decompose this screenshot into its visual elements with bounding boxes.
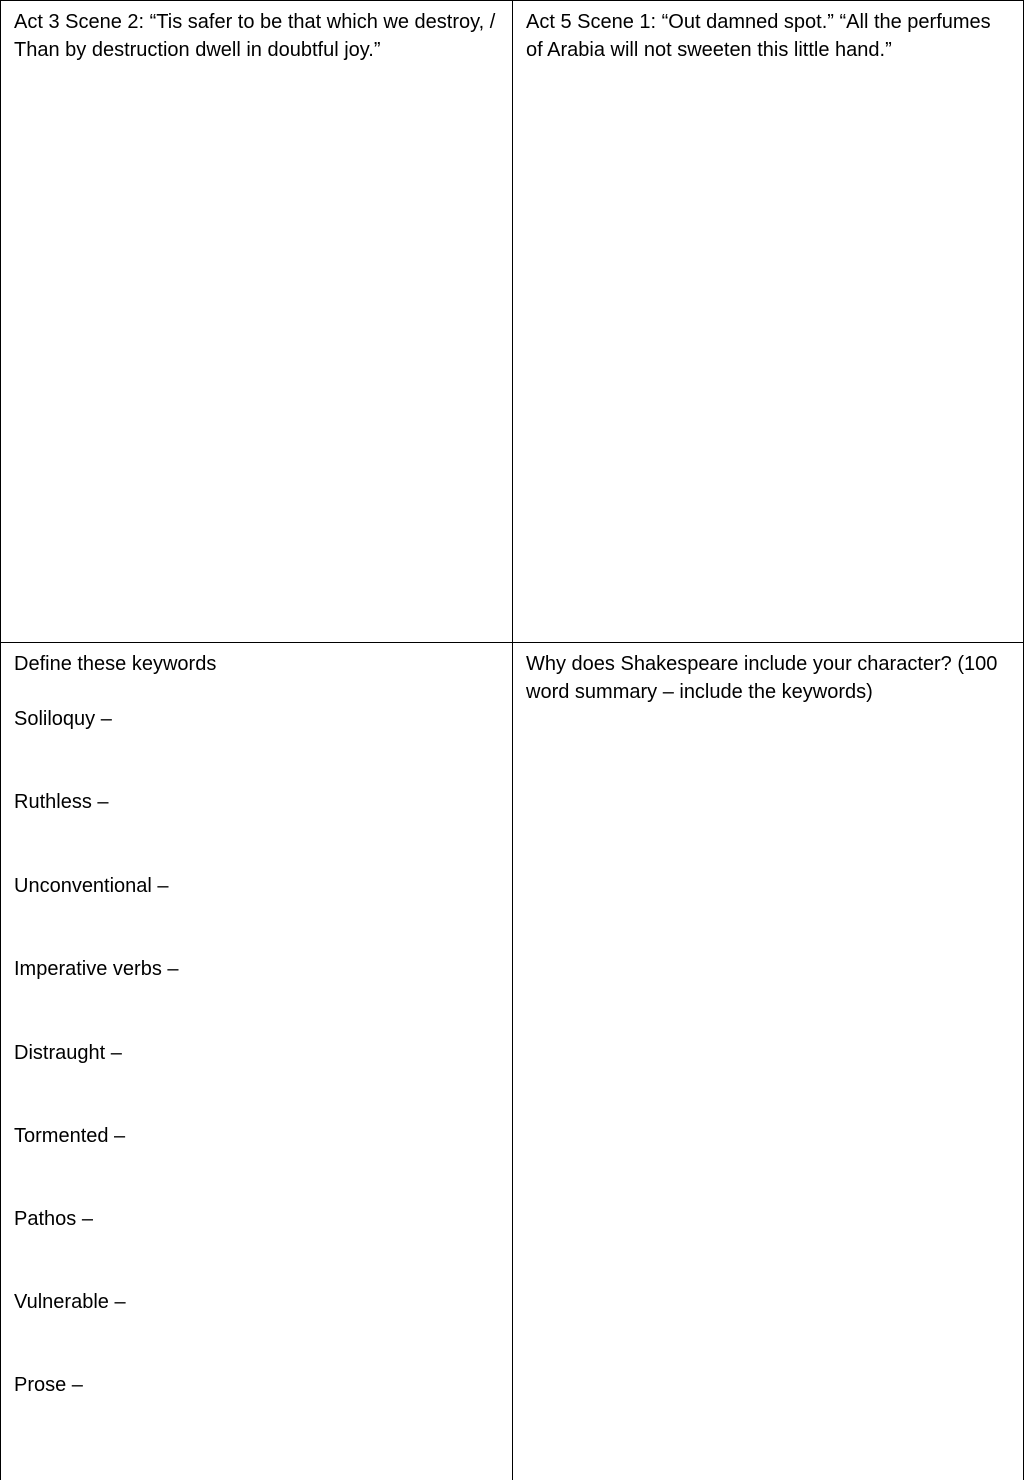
quote-act3-scene2: Act 3 Scene 2: “Tis safer to be that which we destroy, / Than by destruction dwell in doubtful joy.” — [14, 11, 496, 61]
keyword-imperative-verbs: Imperative verbs – — [14, 958, 179, 980]
keyword-ruthless: Ruthless – — [14, 791, 109, 813]
summary-prompt: Why does Shakespeare include your character? (100 word summary – include the keywords) — [526, 653, 998, 703]
summary-box[interactable] — [512, 642, 1024, 1480]
keyword-unconventional: Unconventional – — [14, 875, 169, 897]
keywords-heading: Define these keywords — [14, 653, 217, 675]
quote-box-act5-scene1[interactable] — [512, 0, 1024, 643]
keyword-distraught: Distraught – — [14, 1042, 122, 1064]
keyword-prose: Prose – — [14, 1374, 83, 1396]
quote-box-act3-scene2[interactable] — [0, 0, 513, 643]
keyword-soliloquy: Soliloquy – — [14, 708, 112, 730]
quote-act5-scene1: Act 5 Scene 1: “Out damned spot.” “All the perfumes of Arabia will not sweeten this little hand.” — [526, 11, 991, 61]
keyword-tormented: Tormented – — [14, 1125, 126, 1147]
keyword-vulnerable: Vulnerable – — [14, 1291, 126, 1313]
keywords-box[interactable] — [0, 642, 513, 1480]
keyword-pathos: Pathos – — [14, 1208, 93, 1230]
